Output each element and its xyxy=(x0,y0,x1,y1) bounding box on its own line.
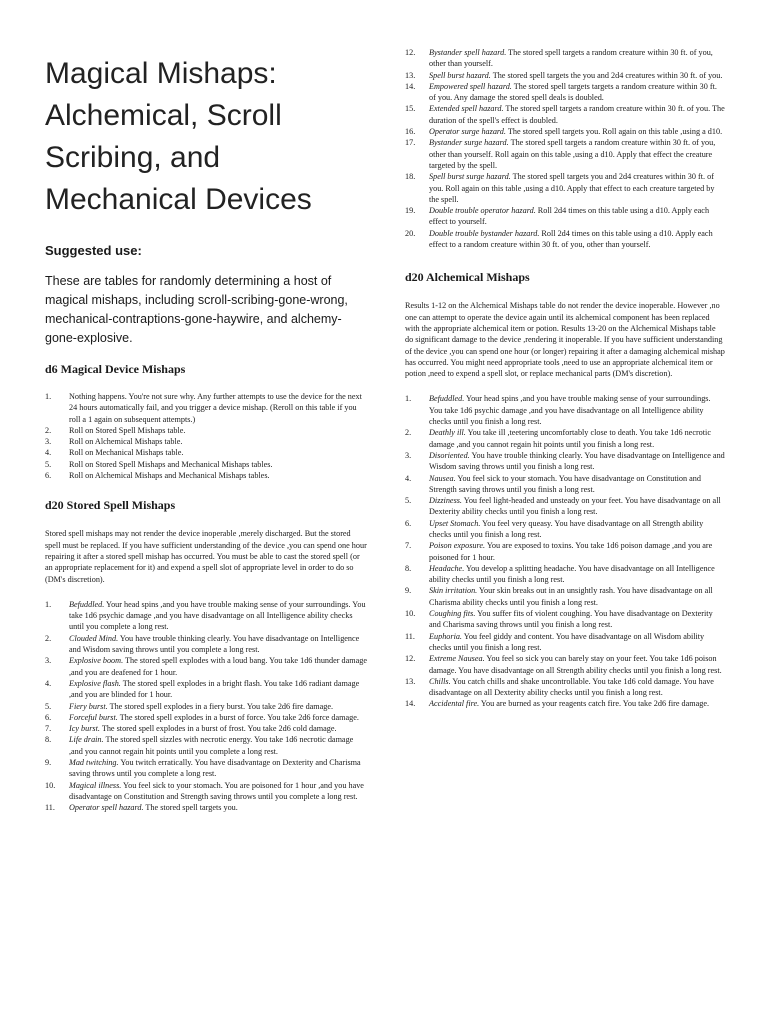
item-number: 19. xyxy=(405,206,416,216)
list-item xyxy=(45,459,367,470)
item-name: Clouded Mind. xyxy=(69,633,119,643)
item-number: 2. xyxy=(45,425,52,435)
item-text: Roll on Stored Spell Mishaps table. xyxy=(69,425,186,435)
page-title: Magical Mishaps: Alchemical, Scroll Scribing, and Mechanical Devices xyxy=(45,57,312,216)
item-text: Your skin breaks out in an unsightly rash. You have disadvantage on all Charisma ability checks until you finish a long rest. xyxy=(429,586,713,607)
list-item xyxy=(45,734,367,757)
suggested-use-heading: Suggested use: xyxy=(45,243,142,258)
list-item xyxy=(405,473,725,496)
item-text: The stored spell targets a random creature within 30 ft. of you, other than yourself. Roll again on this table ,using a d10. Apply that effect the creature targeted by the spell. xyxy=(429,138,716,170)
item-text: You feel very queasy. You have disadvantage on all Strength ability checks until you finish a long rest. xyxy=(429,518,704,539)
item-text: The stored spell explodes with a loud bang. You take 1d6 thunder damage ,and you are deafened for 1 hour. xyxy=(69,656,367,677)
list-item xyxy=(405,608,725,631)
item-name: Explosive boom. xyxy=(69,656,124,666)
list-item xyxy=(405,427,725,450)
item-number: 4. xyxy=(45,678,52,688)
list-item xyxy=(405,171,725,205)
stored-spell-intro: Stored spell mishaps may not render the device inoperable ,merely discharged. But the stored spell must be replaced. If you have sufficient understanding of the device ,you can spend one hour repairing it after a stored spell mishap has occurred. You must be able to cast the stored spell (or an appropriate replacement for it) and expend a spell slot of appropriate level in order to do so (DM's discretion). xyxy=(45,529,367,584)
item-text: You feel giddy and content. You have disadvantage on all Wisdom ability checks until you finish a long rest. xyxy=(429,631,705,652)
item-text: Roll on Alchemical Mishaps table. xyxy=(69,437,183,447)
device-mishaps-list xyxy=(45,391,367,481)
item-number: 13. xyxy=(405,70,416,80)
item-text: You feel light-headed and unsteady on your feet. You have disadvantage on all Dexterity ability checks until you finish a long rest. xyxy=(429,496,721,517)
item-name: Double trouble bystander hazard. xyxy=(429,228,540,238)
list-item xyxy=(405,137,725,171)
item-text: You take ill ,teetering uncomfortably close to death. You take 1d6 necrotic damage ,and you cannot regain hit points until you finish a long rest. xyxy=(429,428,711,449)
list-item xyxy=(405,47,725,70)
alchemical-intro: Results 1-12 on the Alchemical Mishaps table do not render the device inoperable. However ,no one can attempt to operate the device again until its alchemical component has been replaced with the appropriate alchemical item or potion. Results 13-20 on the Alchemical Mishaps table do significant damage to the device ,rendering it inoperable. If you have sufficient understanding of the device ,you can spend one hour (or longer) repairing it after a damaging alchemical mishap has occurred. You might need appropriate tools ,need to use an appropriate alchemical item or potion ,need to expend a spell slot, or replace mechanical parts (DM's discretion). xyxy=(405,301,725,379)
list-item xyxy=(405,563,725,586)
item-name: Deathly ill. xyxy=(429,428,466,438)
item-text: You are burned as your reagents catch fire. You take 2d6 fire damage. xyxy=(479,699,710,709)
right-column xyxy=(405,0,725,710)
item-text: The stored spell targets a random creature within 30 ft. of you, other than yourself. xyxy=(429,48,713,69)
item-name: Mad twitching. xyxy=(69,758,119,768)
list-item xyxy=(45,447,367,458)
item-name: Euphoria. xyxy=(429,631,462,641)
item-number: 4. xyxy=(45,448,52,458)
item-text: You feel sick to your stomach. You are poisoned for 1 hour ,and you have disadvantage on Constitution and Strength saving throws until you complete a long rest. xyxy=(69,780,364,801)
item-number: 12. xyxy=(405,48,416,57)
list-item xyxy=(405,676,725,699)
item-name: Upset Stomach. xyxy=(429,518,481,528)
item-name: Life drain. xyxy=(69,735,104,745)
item-number: 17. xyxy=(405,138,416,148)
item-name: Dizziness. xyxy=(429,496,462,506)
list-item xyxy=(45,757,367,780)
item-number: 10. xyxy=(405,609,416,619)
suggested-use-text: These are tables for randomly determining a host of magical mishaps, including scroll-scribing-gone-wrong, mechanical-contraptions-gone-haywire, and alchemy-gone-explosive. xyxy=(45,274,348,345)
item-number: 5. xyxy=(45,701,52,711)
item-text: The stored spell explodes in a burst of frost. You take 2d6 cold damage. xyxy=(99,724,337,734)
item-name: Nausea. xyxy=(429,473,456,483)
item-number: 13. xyxy=(405,676,416,686)
item-text: Roll on Mechanical Mishaps table. xyxy=(69,448,184,458)
item-text: You have trouble thinking clearly. You have disadvantage on Intelligence and Wisdom saving throws until you finish a long rest. xyxy=(429,450,725,472)
item-name: Forceful burst. xyxy=(69,712,118,722)
device-mishaps-heading: d6 Magical Device Mishaps xyxy=(45,362,186,376)
item-number: 2. xyxy=(45,633,52,643)
item-number: 5. xyxy=(405,496,412,506)
item-number: 16. xyxy=(405,127,416,137)
stored-spell-list-continued xyxy=(405,47,725,250)
list-item xyxy=(405,631,725,654)
left-column xyxy=(45,0,367,814)
list-item xyxy=(45,599,367,633)
item-number: 7. xyxy=(45,724,52,734)
item-name: Befuddled. xyxy=(429,394,465,404)
list-item xyxy=(45,633,367,656)
item-text: Roll on Stored Spell Mishaps and Mechanical Mishaps tables. xyxy=(69,459,273,469)
item-text: You feel sick to your stomach. You have disadvantage on Constitution and Strength saving throws until you finish a long rest. xyxy=(429,473,701,494)
list-item xyxy=(45,780,367,803)
item-name: Bystander spell hazard. xyxy=(429,48,507,57)
item-number: 9. xyxy=(405,586,412,596)
item-number: 2. xyxy=(405,428,412,438)
list-item xyxy=(45,723,367,734)
list-item xyxy=(405,126,725,137)
item-text: You have trouble thinking clearly. You have disadvantage on Intelligence and Wisdom saving throws until you complete a long rest. xyxy=(69,633,360,655)
item-name: Extreme Nausea. xyxy=(429,654,485,664)
item-number: 4. xyxy=(405,473,412,483)
item-name: Explosive flash. xyxy=(69,678,121,688)
item-text: Nothing happens. You're not sure why. Any further attempts to use the device for the next 24 hours automatically fail, and you trigger a device mishap. (Reroll on this table if you roll a 1 again on subsequent attempts.) xyxy=(69,392,362,424)
item-text: The stored spell targets you. Roll again on this table ,using a d10. xyxy=(505,127,723,137)
item-number: 3. xyxy=(45,656,52,666)
item-text: The stored spell targets targets a random creature within 30 ft. of you. Any damage the stored spell deals is doubled. xyxy=(429,81,717,103)
item-number: 6. xyxy=(45,712,52,722)
item-name: Magical illness. xyxy=(69,780,122,790)
item-text: Roll 2d4 times on this table using a d10. Apply each effect to a random creature within 30 ft. of you, other than yourself. xyxy=(429,228,713,250)
item-number: 6. xyxy=(405,518,412,528)
item-text: You develop a splitting headache. You have disadvantage on all Intelligence ability checks until you finish a long rest. xyxy=(429,563,715,585)
item-number: 10. xyxy=(45,780,56,790)
list-item xyxy=(405,585,725,608)
item-name: Operator spell hazard. xyxy=(69,803,144,813)
item-name: Bystander surge hazard. xyxy=(429,138,509,148)
item-name: Spell burst hazard. xyxy=(429,70,491,80)
list-item xyxy=(405,103,725,126)
list-item xyxy=(45,470,367,481)
item-text: The stored spell targets you and 2d4 creatures within 30 ft. of you. Roll again on this table ,using a d10. Apply that effect to each creature targeted by the spell. xyxy=(429,172,715,204)
stored-spell-list xyxy=(45,599,367,814)
item-number: 8. xyxy=(45,735,52,745)
item-text: The stored spell explodes in a fiery burst. You take 2d6 fire damage. xyxy=(107,701,334,711)
item-number: 5. xyxy=(45,459,52,469)
item-text: You twitch erratically. You have disadvantage on Dexterity and Charisma saving throws until you complete a long rest. xyxy=(69,758,361,779)
item-text: The stored spell explodes in a burst of force. You take 2d6 force damage. xyxy=(117,712,359,722)
item-text: You catch chills and shake uncontrollable. You take 1d6 cold damage. You have disadvantage on all Dexterity ability checks until you finish a long rest. xyxy=(429,676,714,698)
list-item xyxy=(405,228,725,251)
item-text: The stored spell explodes in a bright flash. You take 1d6 radiant damage ,and you are blinded for 1 hour. xyxy=(69,678,360,700)
item-text: Roll on Alchemical Mishaps and Mechanical Mishaps tables. xyxy=(69,471,270,481)
item-number: 1. xyxy=(45,392,52,401)
item-number: 14. xyxy=(405,81,416,91)
item-number: 11. xyxy=(405,631,415,641)
list-item xyxy=(405,450,725,473)
item-name: Operator surge hazard. xyxy=(429,127,506,137)
alchemical-mishaps-list xyxy=(405,393,725,709)
item-name: Double trouble operator hazard. xyxy=(429,206,536,216)
alchemical-mishaps-heading: d20 Alchemical Mishaps xyxy=(405,270,530,285)
list-item xyxy=(45,701,367,712)
item-number: 6. xyxy=(45,471,52,481)
list-item xyxy=(45,802,367,813)
item-text: The stored spell targets you. xyxy=(143,803,238,813)
list-item xyxy=(45,712,367,723)
item-number: 1. xyxy=(45,599,52,609)
item-text: The stored spell targets a random creature within 30 ft. of you. The duration of the spell's effect is doubled. xyxy=(429,104,725,125)
item-name: Poison exposure. xyxy=(429,541,486,551)
stored-spell-mishaps-heading: d20 Stored Spell Mishaps xyxy=(45,498,176,513)
item-name: Empowered spell hazard. xyxy=(429,81,512,91)
item-text: You feel so sick you can barely stay on your feet. You take 1d6 poison damage. You have disadvantage on all Strength ability checks until you finish a long rest. xyxy=(429,654,722,675)
list-item xyxy=(405,70,725,81)
item-number: 3. xyxy=(405,450,412,460)
list-item xyxy=(405,205,725,228)
list-item xyxy=(45,436,367,447)
item-number: 18. xyxy=(405,172,416,182)
item-number: 3. xyxy=(45,437,52,447)
item-number: 12. xyxy=(405,654,416,664)
item-name: Coughing fits. xyxy=(429,609,476,619)
list-item xyxy=(405,540,725,563)
item-number: 7. xyxy=(405,541,412,551)
item-name: Disoriented. xyxy=(429,450,470,460)
item-number: 9. xyxy=(45,758,52,768)
list-item xyxy=(405,518,725,541)
list-item xyxy=(405,653,725,676)
item-number: 15. xyxy=(405,104,416,114)
list-item xyxy=(45,391,367,425)
item-number: 8. xyxy=(405,563,412,573)
item-text: The stored spell sizzles with necrotic energy. You take 1d6 necrotic damage ,and you cannot regain hit points until you complete a long rest. xyxy=(69,735,354,756)
item-text: Your head spins ,and you have trouble making sense of your surroundings. You take 1d6 psychic damage ,and you have disadvantage on all Intelligence ability checks until you finish a long rest. xyxy=(429,394,711,427)
item-text: You suffer fits of violent coughing. You have disadvantage on Dexterity and Charisma saving throws until you finish a long rest. xyxy=(429,609,713,630)
item-text: You are exposed to toxins. You take 1d6 poison damage ,and you are poisoned for 1 hour. xyxy=(429,541,713,562)
item-name: Befuddled. xyxy=(69,599,105,609)
list-item xyxy=(405,698,725,709)
item-text: The stored spell targets the you and 2d4 creatures within 30 ft. of you. xyxy=(490,70,723,80)
list-item xyxy=(45,678,367,701)
item-name: Accidental fire. xyxy=(429,699,480,709)
item-text: Your head spins ,and you have trouble making sense of your surroundings. You take 1d6 psychic damage ,and you have disadvantage on all Intelligence ability checks until you complete a long rest. xyxy=(69,599,366,632)
list-item xyxy=(405,393,725,427)
item-name: Extended spell hazard. xyxy=(429,104,504,114)
list-item xyxy=(405,495,725,518)
item-name: Headache. xyxy=(429,563,465,573)
item-name: Icy burst. xyxy=(69,724,100,734)
item-text: Roll 2d4 times on this table using a d10. Apply each effect to yourself. xyxy=(429,206,710,227)
list-item xyxy=(45,425,367,436)
item-name: Fiery burst. xyxy=(69,701,108,711)
item-number: 1. xyxy=(405,394,412,404)
item-name: Chills. xyxy=(429,676,451,686)
item-name: Spell burst surge hazard. xyxy=(429,172,511,182)
list-item xyxy=(45,655,367,678)
item-number: 11. xyxy=(45,803,55,813)
list-item xyxy=(405,81,725,104)
item-name: Skin irritation. xyxy=(429,586,478,596)
item-number: 14. xyxy=(405,699,416,709)
item-number: 20. xyxy=(405,228,416,238)
